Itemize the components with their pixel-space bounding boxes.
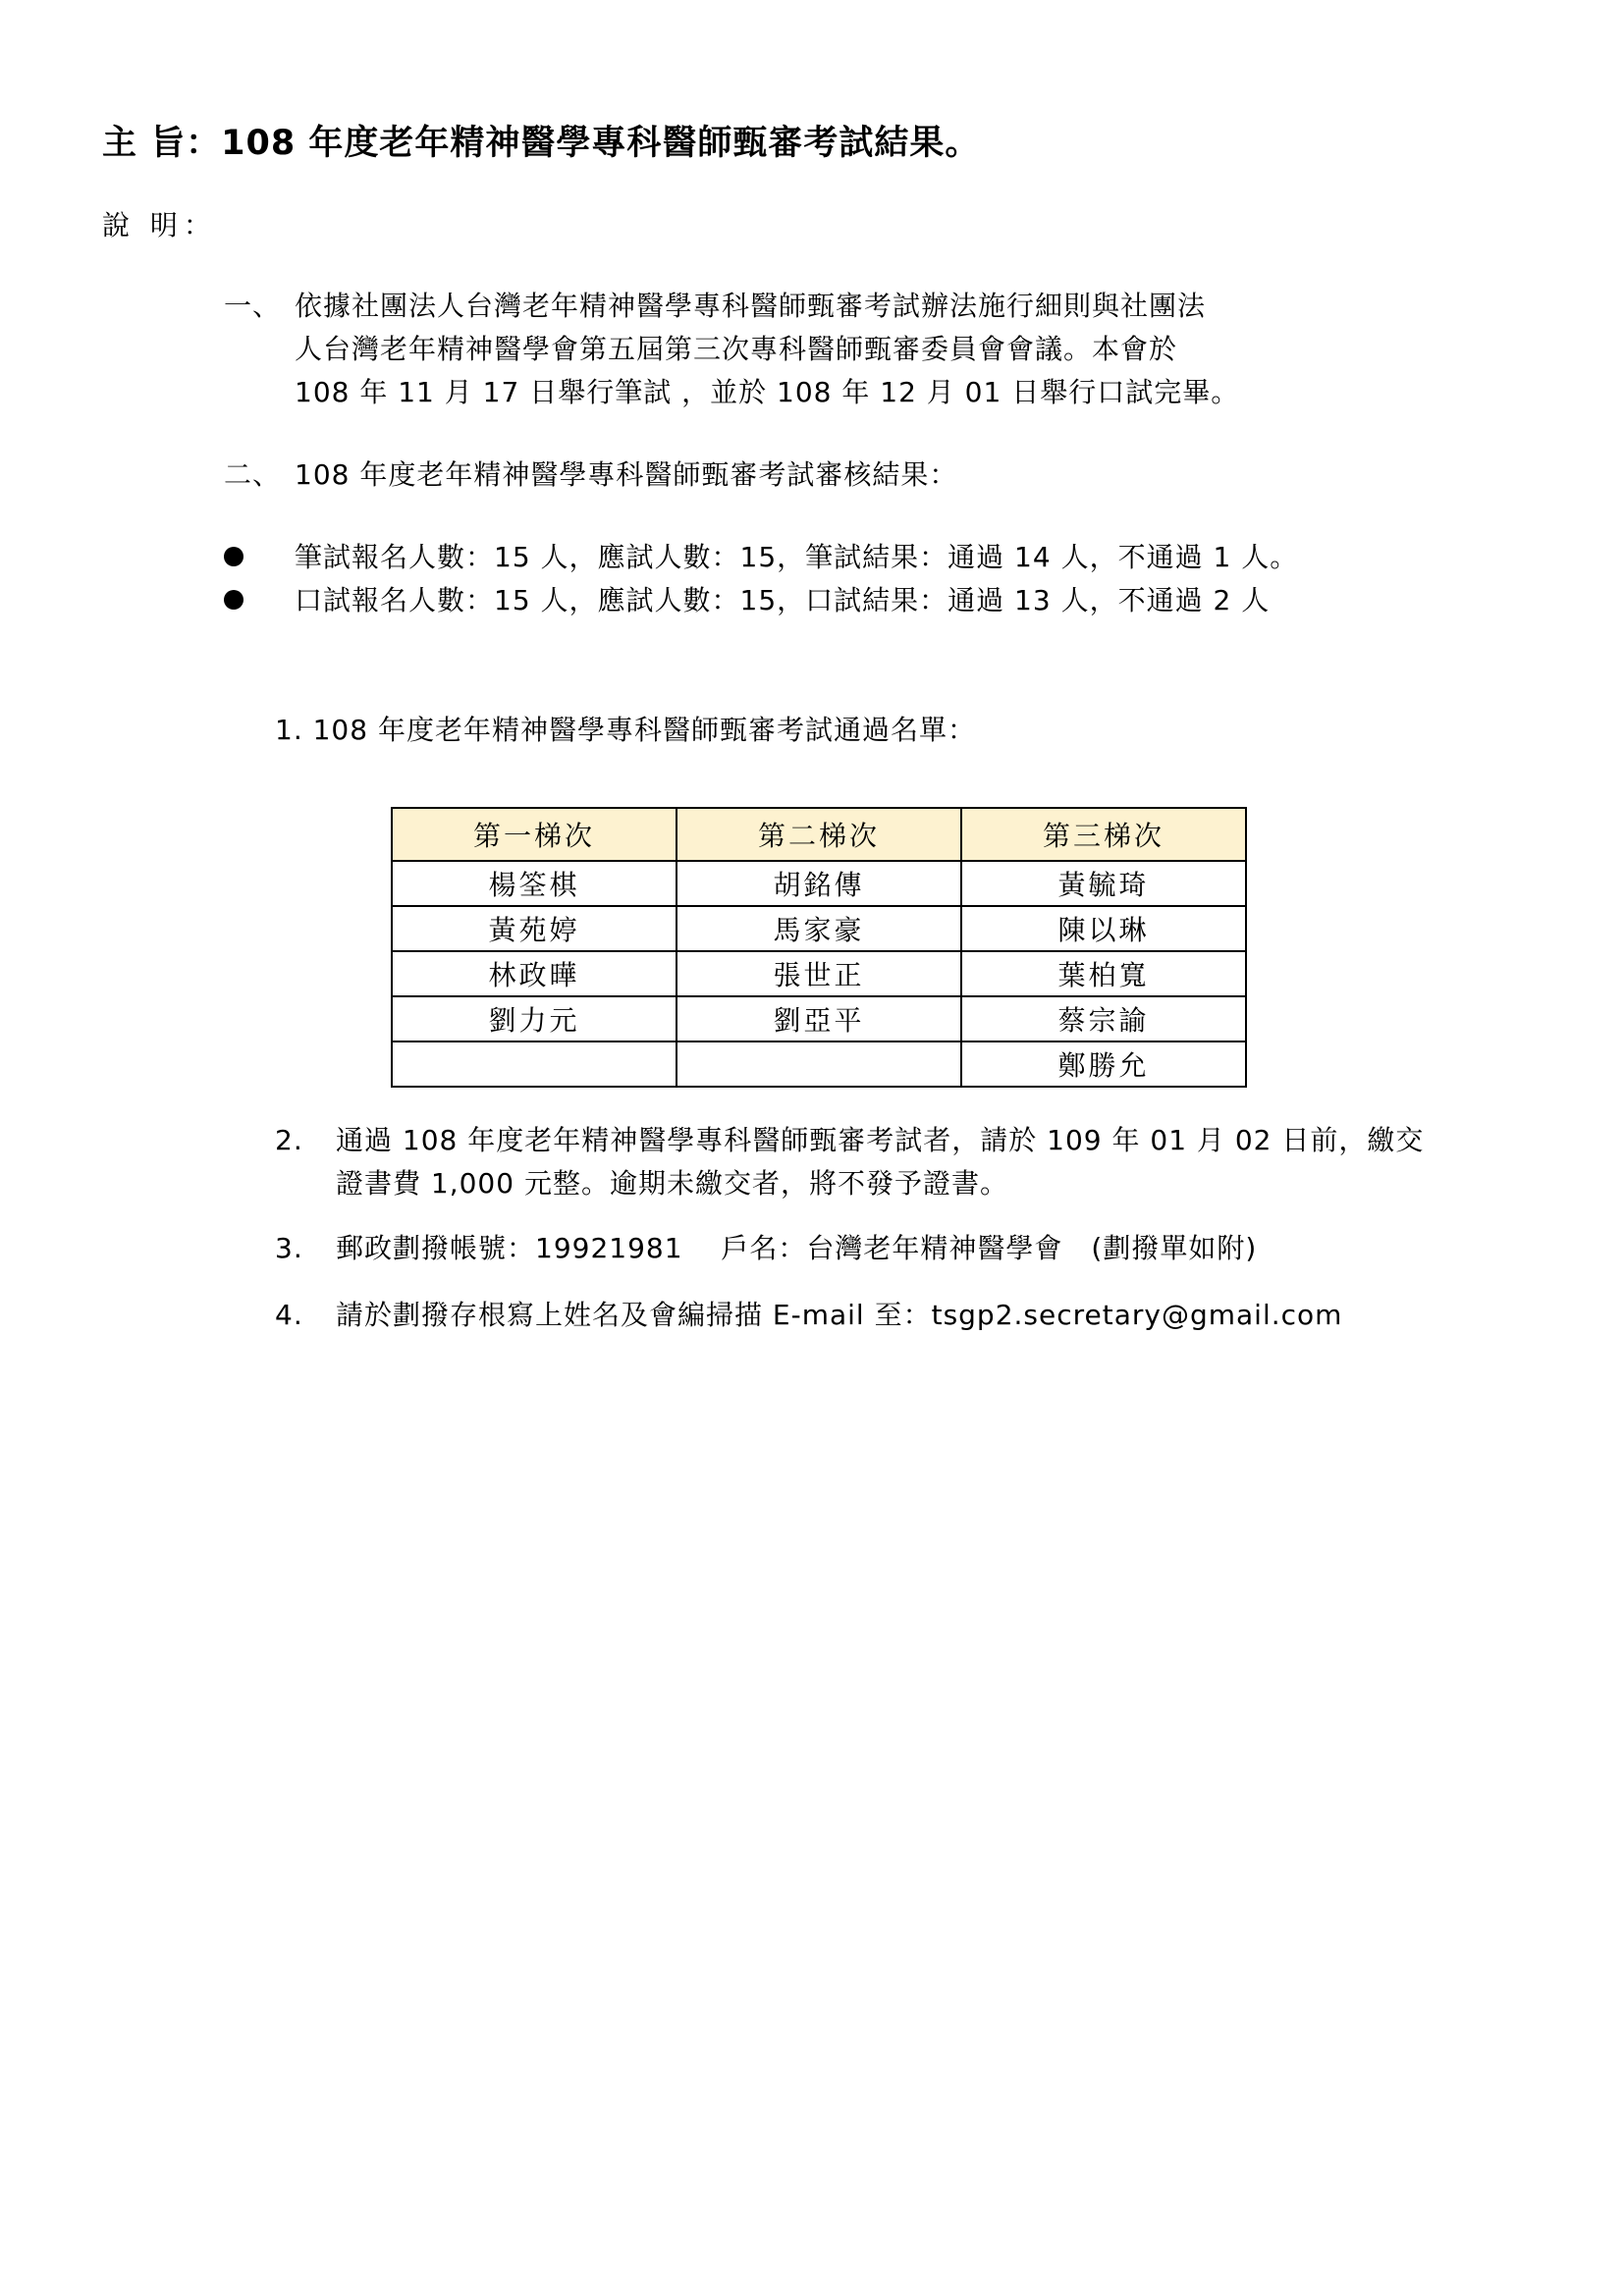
- table-header-cell: 第三梯次: [961, 808, 1246, 861]
- section-one: [224, 285, 1239, 414]
- item-two-number: 2.: [275, 1124, 303, 1156]
- table-row: [392, 951, 1246, 996]
- table-cell: 鄭勝允: [961, 1041, 1246, 1087]
- section-one-line1: 依據社團法人台灣老年精神醫學專科醫師甄審考試辦法施行細則與社團法: [295, 290, 1207, 322]
- bullet-icon: [224, 547, 244, 566]
- item-four-email: [275, 1294, 1342, 1337]
- table-cell: 張世正: [677, 951, 961, 996]
- section-two-text: 108 年度老年精神醫學專科醫師甄審考試審核結果：: [295, 458, 958, 491]
- item-two-fee-notice: [275, 1119, 1424, 1205]
- section-two-number: 二、: [224, 458, 282, 491]
- table-cell: 劉力元: [392, 996, 677, 1041]
- table-header-cell: 第一梯次: [392, 808, 677, 861]
- table-row: [392, 906, 1246, 951]
- item-three-account: [275, 1227, 1257, 1270]
- item-three-number: 3.: [275, 1232, 303, 1264]
- table-cell: 陳以琳: [961, 906, 1246, 951]
- passed-list-heading: 1. 108 年度老年精神醫學專科醫師甄審考試通過名單：: [275, 714, 976, 746]
- table-cell: 劉亞平: [677, 996, 961, 1041]
- explanation-label: 說 明：: [102, 209, 217, 241]
- table-cell: 蔡宗諭: [961, 996, 1246, 1041]
- bullet-icon: [224, 590, 244, 610]
- bullet-text: 口試報名人數：15 人，應試人數：15，口試結果：通過 13 人，不通過 2 人: [295, 584, 1271, 616]
- table-cell: [677, 1041, 961, 1087]
- table-cell: 胡銘傳: [677, 861, 961, 906]
- section-one-line3: 108 年 11 月 17 日舉行筆試 ，並於 108 年 12 月 01 日舉行口試完畢。: [295, 376, 1240, 408]
- item-two-line2: 證書費 1,000 元整。逾期未繳交者，將不發予證書。: [336, 1167, 1008, 1200]
- table-cell: 黃苑婷: [392, 906, 677, 951]
- table-row: [392, 996, 1246, 1041]
- bullet-oral-exam: [224, 579, 1270, 618]
- table-header-cell: 第二梯次: [677, 808, 961, 861]
- passed-roster-table: [391, 807, 1247, 1088]
- item-four-text: 請於劃撥存根寫上姓名及會編掃描 E-mail 至：tsgp2.secretary@gmail.com: [336, 1299, 1343, 1331]
- item-two-line1: 通過 108 年度老年精神醫學專科醫師甄審考試者，請於 109 年 01 月 02 日前，繳交: [336, 1124, 1425, 1156]
- table-cell: 葉柏寬: [961, 951, 1246, 996]
- bullet-text: 筆試報名人數：15 人，應試人數：15，筆試結果：通過 14 人，不通過 1 人。: [295, 541, 1299, 573]
- table-cell: 林政曄: [392, 951, 677, 996]
- bullet-written-exam: [224, 536, 1298, 575]
- section-two: [224, 454, 957, 493]
- table-cell: 黃毓琦: [961, 861, 1246, 906]
- table-cell: 楊筌棋: [392, 861, 677, 906]
- table-cell: [392, 1041, 677, 1087]
- section-one-number: 一、: [224, 290, 282, 322]
- item-three-text: 郵政劃撥帳號：19921981 戶名：台灣老年精神醫學會 (劃撥單如附): [336, 1232, 1258, 1264]
- document-title: 主 旨：108 年度老年精神醫學專科醫師甄審考試結果。: [102, 124, 981, 163]
- table-cell: 馬家豪: [677, 906, 961, 951]
- table-header-row: [392, 808, 1246, 861]
- table-row: [392, 1041, 1246, 1087]
- item-four-number: 4.: [275, 1299, 303, 1331]
- section-one-line2: 人台灣老年精神醫學會第五屆第三次專科醫師甄審委員會會議。本會於: [295, 333, 1178, 365]
- table-row: [392, 861, 1246, 906]
